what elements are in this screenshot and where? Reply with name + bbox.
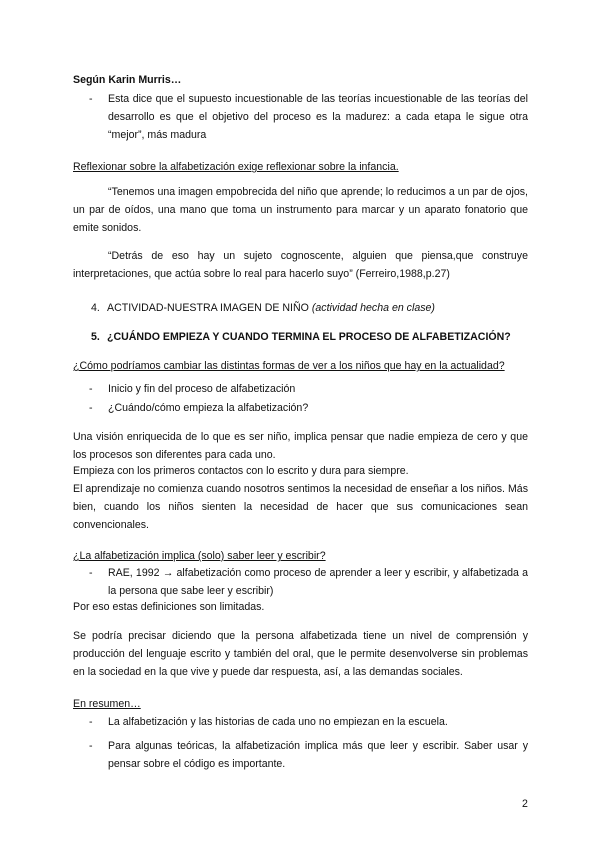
item-5 (91, 328, 528, 346)
q1-bullet-2-text: ¿Cuándo/cómo empieza la alfabetización? (108, 402, 309, 414)
item-5-number: 5. (91, 331, 100, 343)
q1-bullet-2 (91, 399, 528, 417)
para-vision: Una visión enriquecida de lo que es ser niño, implica pensar que nadie empieza de cero y que los procesos son diferentes para cada uno. (73, 431, 528, 461)
item-4 (91, 299, 528, 317)
page-number: 2 (522, 798, 528, 810)
rae-bullet (91, 564, 528, 600)
rae-bullet-text: RAE, 1992 → alfabetización como proceso de aprender a leer y escribir, y alfabetizada a la persona que sabe leer y escribir) (108, 567, 528, 597)
bullet-dash: - (89, 740, 93, 752)
item-4-number: 4. (91, 302, 100, 314)
bullet-dash: - (89, 402, 93, 414)
para-precisar: Se podría precisar diciendo que la persona alfabetizada tiene un nivel de comprensión y producción del lenguaje escrito y también del oral, que le permite desenvolverse sin problemas en la sociedad en la que vive y puede dar respuesta, así, a las demandas sociales. (73, 630, 528, 678)
murris-heading: Según Karin Murris… (73, 74, 182, 86)
q1-bullet-1-text: Inicio y fin del proceso de alfabetización (108, 383, 296, 395)
bullet-dash: - (89, 567, 93, 579)
summary-bullet-1 (91, 713, 528, 731)
summary-bullet-2 (91, 737, 528, 773)
reflect-heading: Reflexionar sobre la alfabetización exige reflexionar sobre la infancia. (73, 161, 399, 173)
murris-bullet-text: Esta dice que el supuesto incuestionable de las teorías incuestionable de las teorías del desarrollo es que el objetivo del proceso es la madurez: a cada etapa le sigue otra “mejor”, más madura (108, 93, 528, 141)
quote-2: “Detrás de eso hay un sujeto cognoscente, alguien que piensa,que construye interpretaciones, que actúa sobre lo real para hacerlo suyo” (Ferreiro,1988,p.27) (73, 250, 528, 280)
summary-heading: En resumen… (73, 698, 141, 710)
murris-bullet (91, 90, 528, 144)
q1-bullet-1 (91, 380, 528, 398)
question-2: ¿La alfabetización implica (solo) saber leer y escribir? (73, 550, 326, 562)
para-aprendizaje: El aprendizaje no comienza cuando nosotros sentimos la necesidad de enseñar a los niños. Más bien, cuando los niños sienten la necesidad de hacer que sus comunicaciones sean convencionales. (73, 483, 528, 531)
rae-after: Por eso estas definiciones son limitadas. (73, 601, 265, 613)
question-1: ¿Cómo podríamos cambiar las distintas formas de ver a los niños que hay en la actualidad? (73, 360, 505, 372)
bullet-dash: - (89, 716, 93, 728)
para-empieza: Empieza con los primeros contactos con lo escrito y dura para siempre. (73, 465, 409, 477)
summary-bullet-1-text: La alfabetización y las historias de cada uno no empiezan en la escuela. (108, 716, 448, 728)
item-4-note: (actividad hecha en clase) (311, 302, 435, 314)
bullet-dash: - (89, 383, 93, 395)
summary-bullet-2-text: Para algunas teóricas, la alfabetización implica más que leer y escribir. Saber usar y pensar sobre el código es importante. (108, 740, 528, 770)
item-5-text: ¿CUÁNDO EMPIEZA Y CUANDO TERMINA EL PROCESO DE ALFABETIZACIÓN? (107, 331, 511, 343)
quote-1: “Tenemos una imagen empobrecida del niño que aprende; lo reducimos a un par de ojos, un par de oídos, una mano que toma un instrumento para marcar y un aparato fonatorio que emite sonidos. (73, 186, 528, 234)
item-4-text: ACTIVIDAD-NUESTRA IMAGEN DE NIÑO (107, 302, 309, 314)
bullet-dash: - (89, 93, 93, 105)
